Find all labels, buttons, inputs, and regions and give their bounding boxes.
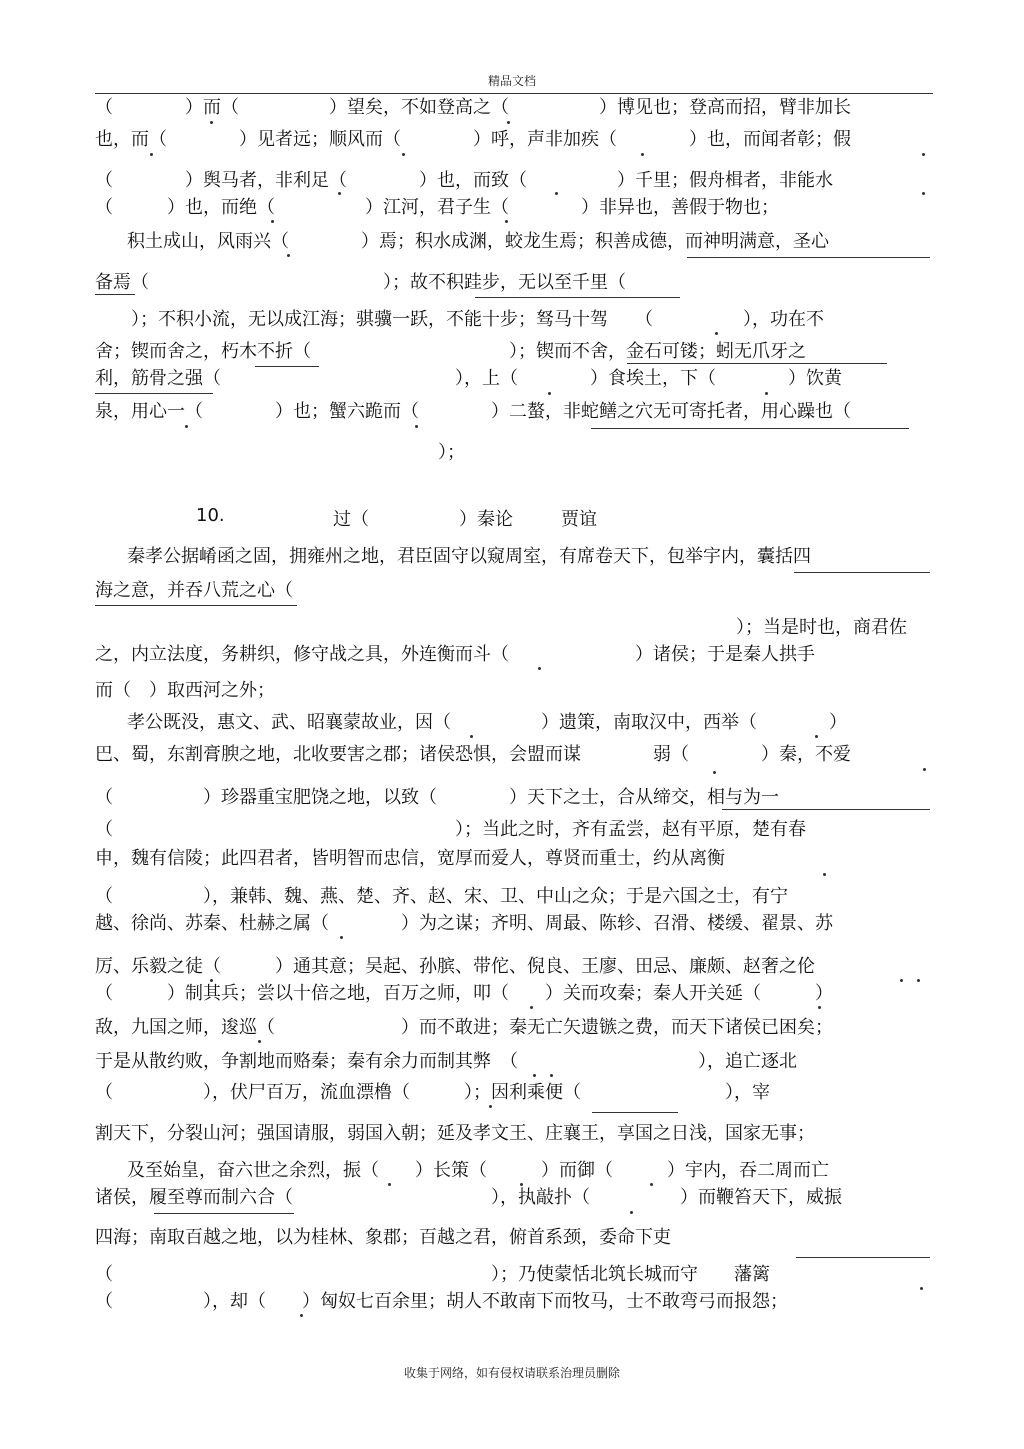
emphasis-dot bbox=[210, 979, 213, 982]
text-line: 于是从散约败，争割地而赂秦；秦有余力而制其弊 （ ），追亡逐北 bbox=[95, 1051, 797, 1072]
underline bbox=[154, 1213, 294, 1214]
text-line: 巴、蜀，东割膏腴之地，北收要害之郡；诸侯恐惧，会盟而谋 弱（ ）秦，不爱 bbox=[95, 744, 851, 765]
underline bbox=[95, 393, 213, 394]
underline bbox=[687, 257, 930, 258]
text-line: 利，筋骨之强（ ），上（ ）食埃土，下（ ）饮黄 bbox=[95, 368, 842, 389]
emphasis-dot bbox=[340, 936, 343, 939]
underline bbox=[95, 605, 297, 606]
section-author: 贾谊 bbox=[561, 509, 597, 530]
emphasis-dot bbox=[922, 153, 925, 156]
emphasis-dot bbox=[650, 1183, 653, 1186]
text-line: 厉、乐毅之徒（ ）通其意；吴起、孙膑、带佗、倪良、王廖、田忌、廉颇、赵奢之伦 bbox=[95, 956, 815, 977]
text-line: ）；当是时也，商君佐 bbox=[736, 617, 907, 638]
underline bbox=[95, 294, 135, 295]
text-line: 也，而（ ）见者远；顺风而（ ）呼，声非加疾（ ）也，而闻者彰；假 bbox=[95, 129, 851, 150]
page-header: 精品文档 bbox=[487, 74, 536, 88]
header-rule bbox=[95, 93, 933, 94]
text-line: 申，魏有信陵；此四君者，皆明智而忠信，宽厚而爱人，尊贤而重士，约从离衡 bbox=[95, 848, 725, 869]
underline bbox=[592, 1112, 678, 1113]
text-line: （ ）也，而绝（ ）江河，君子生（ ）非异也，善假于物也； bbox=[95, 197, 779, 218]
emphasis-dot bbox=[505, 220, 508, 223]
emphasis-dot bbox=[520, 1183, 523, 1186]
section-number: 10. bbox=[196, 505, 225, 526]
underline bbox=[796, 1257, 930, 1258]
emphasis-dot bbox=[271, 220, 274, 223]
emphasis-dot bbox=[210, 121, 213, 124]
text-line: （ ），却（ ）匈奴七百余里；胡人不敢南下而牧马，士不敢弯弓而报怨； bbox=[95, 1291, 788, 1312]
emphasis-dot bbox=[815, 735, 818, 738]
emphasis-dot bbox=[630, 1211, 633, 1214]
text-line: 秦孝公据崤函之固，拥雍州之地，君臣固守以窥周室，有席卷天下，包举宇内，囊括四 bbox=[127, 546, 811, 567]
emphasis-dot bbox=[923, 768, 926, 771]
underline bbox=[627, 363, 887, 364]
text-line: 海之意，并吞八荒之心（ bbox=[95, 580, 293, 601]
emphasis-dot bbox=[287, 254, 290, 257]
emphasis-dot bbox=[470, 735, 473, 738]
emphasis-dot bbox=[555, 192, 558, 195]
text-line: （ ），兼韩、魏、燕、楚、齐、赵、宋、卫、中山之众；于是六国之士，有宁 bbox=[95, 886, 788, 907]
emphasis-dot bbox=[715, 332, 718, 335]
text-line: （ ）；乃使蒙恬北筑长城而守 藩篱 bbox=[95, 1264, 770, 1285]
underline bbox=[794, 572, 930, 573]
text-line: 而（ ）取西河之外； bbox=[95, 680, 275, 701]
text-line: （ ）舆马者，非利足（ ）也，而致（ ）千里；假舟楫者，非能水 bbox=[95, 170, 833, 191]
underline bbox=[722, 809, 930, 810]
emphasis-dot bbox=[922, 192, 925, 195]
emphasis-dot bbox=[713, 771, 716, 774]
emphasis-dot bbox=[818, 1006, 821, 1009]
underline bbox=[255, 366, 319, 367]
emphasis-dot bbox=[415, 425, 418, 428]
text-line: 积土成山，风雨兴（ ）焉；积水成渊，蛟龙生焉；积善成德，而神明满意，圣心 bbox=[127, 231, 829, 252]
emphasis-dot bbox=[258, 1040, 261, 1043]
text-line: 之，内立法度，务耕织，修守战之具，外连衡而斗（ ）诸侯；于是秦人拱手 bbox=[95, 644, 815, 665]
text-line: 舍；锲而舍之，朽木不折（ ）；锲而不舍，金石可镂；蚓无爪牙之 bbox=[95, 341, 806, 362]
text-line: ）； bbox=[438, 442, 465, 463]
emphasis-dot bbox=[641, 153, 644, 156]
emphasis-dot bbox=[402, 153, 405, 156]
section-title: 过（ ）秦论 bbox=[333, 509, 513, 530]
underline bbox=[591, 428, 909, 429]
text-line: 备焉（ ）；故不积跬步，无以至千里（ bbox=[95, 272, 626, 293]
emphasis-dot bbox=[917, 979, 920, 982]
text-line: ）；不积小流，无以成江海；骐骥一跃，不能十步；驽马十驾 （ ），功在不 bbox=[95, 309, 824, 330]
text-line: （ ）制其兵；尝以十倍之地，百万之师，叩（ ）关而攻秦；秦人开关延（ ） bbox=[95, 983, 833, 1004]
text-line: （ ），伏尸百万，流血漂橹（ ）；因利乘便（ ），宰 bbox=[95, 1082, 770, 1103]
underline bbox=[475, 297, 680, 298]
emphasis-dot bbox=[530, 1006, 533, 1009]
text-line: 诸侯，履至尊而制六合（ ），执敲扑（ ）而鞭笞天下，威振 bbox=[95, 1187, 842, 1208]
text-line: （ ）而（ ）望矣，不如登高之（ ）博见也；登高而招，臂非加长 bbox=[95, 97, 851, 118]
emphasis-dot bbox=[765, 392, 768, 395]
emphasis-dot bbox=[900, 979, 903, 982]
emphasis-dot bbox=[507, 121, 510, 124]
text-line: 敌，九国之师，逡巡（ ）而不敢进；秦无亡矢遗镞之费，而天下诸侯已困矣； bbox=[95, 1017, 833, 1038]
text-line: 孝公既没，惠文、武、昭襄蒙故业，因（ ）遗策，南取汉中，西举（ ） bbox=[127, 712, 847, 733]
page-footer: 收集于网络，如有侵权请联系治理员删除 bbox=[403, 1366, 620, 1380]
text-line: （ ）珍器重宝肥饶之地，以致（ ）天下之士，合从缔交，相与为一 bbox=[95, 787, 779, 808]
emphasis-dot bbox=[338, 192, 341, 195]
emphasis-dot bbox=[388, 1183, 391, 1186]
emphasis-dot bbox=[920, 1287, 923, 1290]
emphasis-dot bbox=[489, 1105, 492, 1108]
emphasis-dot bbox=[550, 1074, 553, 1077]
emphasis-dot bbox=[185, 425, 188, 428]
emphasis-dot bbox=[300, 1314, 303, 1317]
emphasis-dot bbox=[548, 392, 551, 395]
text-line: 及至始皇，奋六世之余烈，振（ ）长策（ ）而御（ ）宇内，吞二周而亡 bbox=[127, 1160, 829, 1181]
emphasis-dot bbox=[533, 1074, 536, 1077]
emphasis-dot bbox=[538, 667, 541, 670]
emphasis-dot bbox=[823, 873, 826, 876]
text-line: （ ）；当此之时，齐有孟尝，赵有平原，楚有春 bbox=[95, 819, 806, 840]
text-line: 越、徐尚、苏秦、杜赫之属（ ）为之谋；齐明、周最、陈轸、召滑、楼缓、翟景、苏 bbox=[95, 913, 833, 934]
emphasis-dot bbox=[150, 153, 153, 156]
text-line: 割天下，分裂山河；强国请服，弱国入朝；延及孝文王、庄襄王，享国之日浅，国家无事； bbox=[95, 1123, 815, 1144]
text-line: 泉，用心一（ ）也；蟹六跪而（ ）二螯，非蛇鳝之穴无可寄托者，用心躁也（ bbox=[95, 401, 851, 422]
text-line: 四海；南取百越之地，以为桂林、象郡；百越之君，俯首系颈，委命下吏 bbox=[95, 1227, 671, 1248]
